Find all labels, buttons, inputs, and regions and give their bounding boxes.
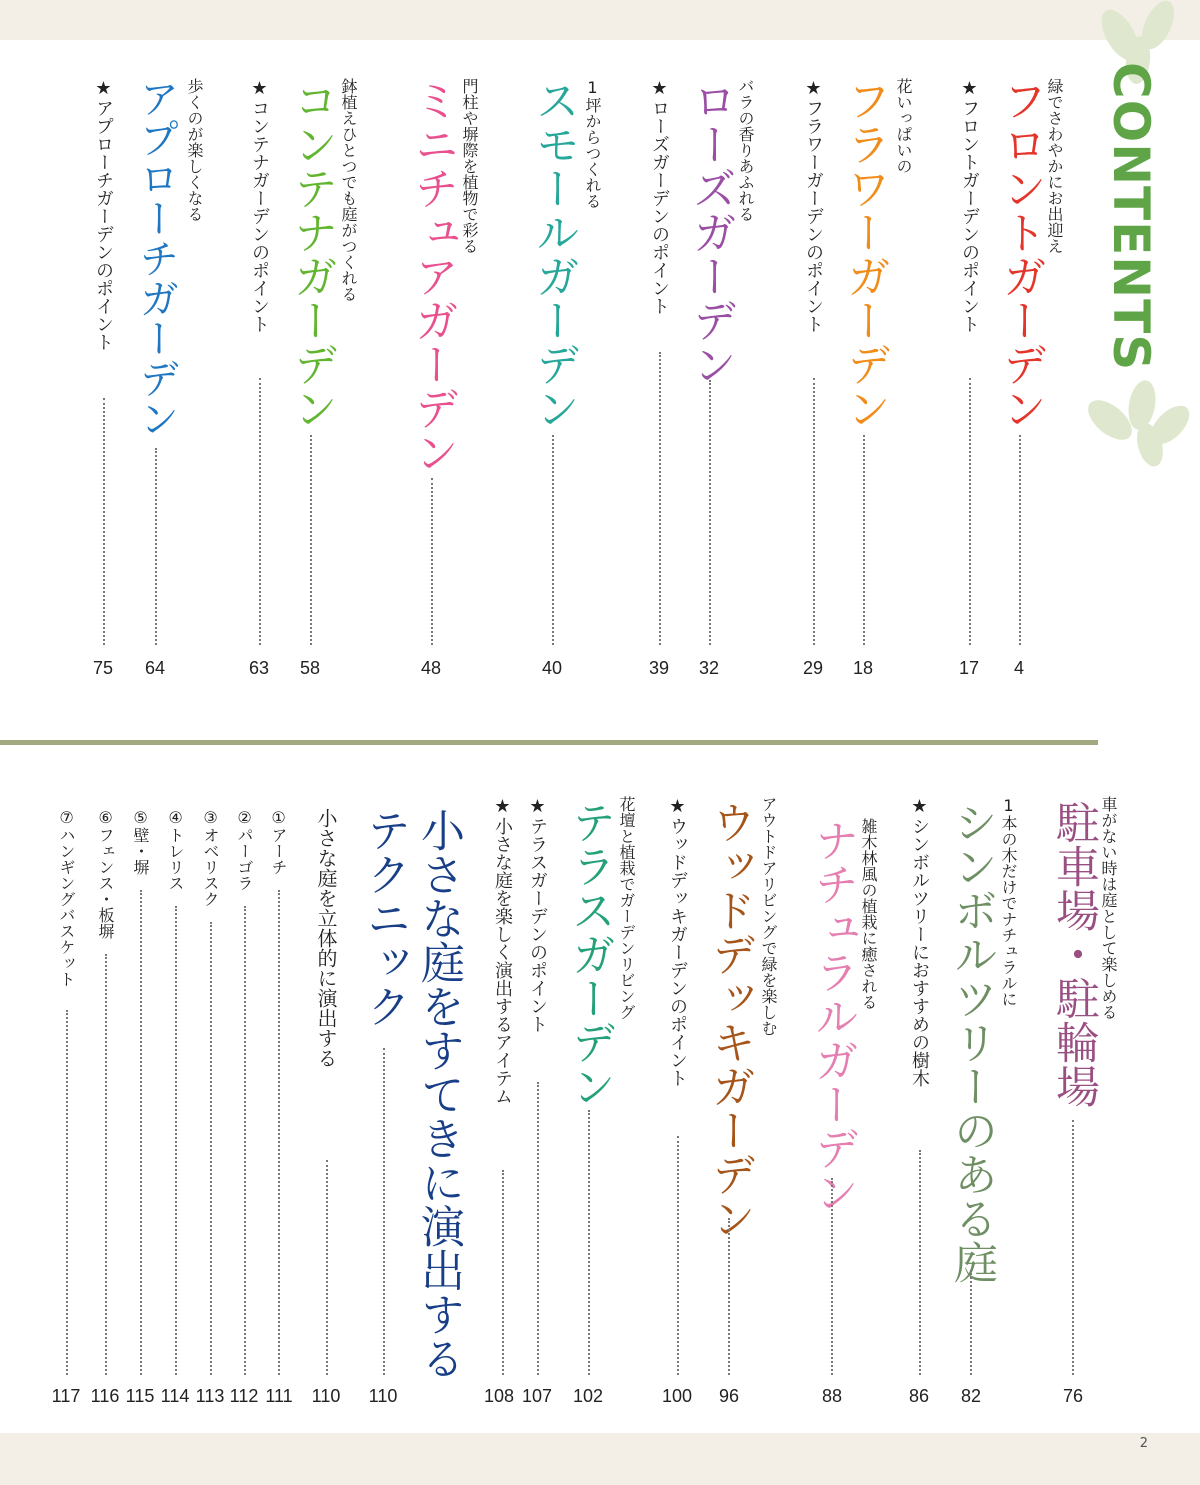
front-garden-point-page: 17 bbox=[958, 658, 980, 678]
rose-garden-point: ★ローズガーデンのポイント bbox=[649, 78, 670, 315]
container-garden-page: 58 bbox=[299, 658, 321, 678]
top-paper-band bbox=[0, 0, 1200, 40]
item-hanging-basket: ⑦ハンギングバスケット bbox=[57, 808, 76, 987]
item-obelisk-page: 113 bbox=[195, 1386, 225, 1406]
leader-dots bbox=[105, 954, 107, 1375]
leader-dots bbox=[310, 435, 312, 645]
leader-dots bbox=[677, 1136, 679, 1375]
flower-garden-title: フラワーガーデン bbox=[839, 78, 890, 430]
miniature-garden-page: 48 bbox=[420, 658, 442, 678]
bottom-paper-band bbox=[0, 1433, 1200, 1485]
leader-dots bbox=[728, 1218, 730, 1375]
small-garden-page: 40 bbox=[541, 658, 563, 678]
leader-dots bbox=[66, 1010, 68, 1375]
small-garden-subtitle: 1坪からつくれる bbox=[583, 78, 602, 209]
parking-title: 駐車場・駐輪場 bbox=[1048, 800, 1099, 1108]
wood-deck-point: ★ウッドデッキガーデンのポイント bbox=[667, 796, 688, 1087]
leader-dots bbox=[155, 448, 157, 645]
parking-subtitle: 車がない時は庭として楽しめる bbox=[1099, 796, 1118, 1020]
leader-dots bbox=[1072, 1120, 1074, 1375]
leader-dots bbox=[1019, 435, 1021, 645]
leader-dots bbox=[659, 352, 661, 645]
leader-dots bbox=[552, 435, 554, 645]
leader-dots bbox=[210, 922, 212, 1375]
terrace-garden-subtitle: 花壇と植栽でガーデンリビング bbox=[617, 796, 636, 1020]
leader-dots bbox=[244, 906, 246, 1375]
item-fence: ⑥フェンス・板塀 bbox=[96, 808, 115, 939]
wood-deck-page: 96 bbox=[718, 1386, 740, 1406]
approach-garden-point: ★アプローチガーデンのポイント bbox=[93, 78, 114, 351]
item-trellis-page: 114 bbox=[160, 1386, 190, 1406]
item-pergola-page: 112 bbox=[229, 1386, 259, 1406]
container-garden-title: コンテナガーデン bbox=[286, 78, 337, 430]
item-wall: ⑤壁・塀 bbox=[131, 808, 150, 875]
wood-deck-title: ウッドデッキガーデン bbox=[704, 800, 755, 1240]
item-arch-page: 111 bbox=[265, 1386, 293, 1406]
container-garden-subtitle: 鉢植えひとつでも庭がつくれる bbox=[339, 78, 358, 302]
item-trellis: ④トレリス bbox=[166, 808, 185, 891]
front-garden-subtitle: 緑でさわやかにお出迎え bbox=[1045, 78, 1064, 254]
small-garden-title: スモールガーデン bbox=[528, 78, 579, 430]
front-garden-page: 4 bbox=[1013, 658, 1024, 678]
technique-subsection: 小さな庭を立体的に演出する bbox=[314, 808, 338, 1068]
symbol-tree-subtitle: 1本の木だけでナチュラルに bbox=[999, 796, 1018, 1007]
miniature-garden-title: ミニチュアガーデン bbox=[407, 78, 458, 474]
rose-garden-page: 32 bbox=[698, 658, 720, 678]
contents-title: CONTENTS bbox=[1102, 62, 1160, 372]
technique-page: 110 bbox=[368, 1386, 398, 1406]
leader-dots bbox=[709, 380, 711, 645]
front-garden-title: フロントガーデン bbox=[995, 78, 1046, 430]
terrace-garden-title: テラスガーデン bbox=[564, 800, 615, 1108]
section-divider bbox=[0, 740, 1098, 745]
item-fence-page: 116 bbox=[90, 1386, 120, 1406]
leader-dots bbox=[259, 378, 261, 645]
wood-deck-point-page: 100 bbox=[661, 1386, 693, 1406]
item-hanging-basket-page: 117 bbox=[51, 1386, 81, 1406]
technique-subsection-page: 110 bbox=[311, 1386, 341, 1406]
approach-garden-point-page: 75 bbox=[92, 658, 114, 678]
front-garden-point: ★フロントガーデンのポイント bbox=[959, 78, 980, 333]
leader-dots bbox=[970, 1270, 972, 1375]
item-pergola: ②パーゴラ bbox=[235, 808, 254, 891]
miniature-garden-subtitle: 門柱や塀際を植物で彩る bbox=[460, 78, 479, 254]
symbol-tree-point-page: 86 bbox=[908, 1386, 930, 1406]
leader-dots bbox=[588, 1110, 590, 1375]
technique-title-2: テクニック bbox=[359, 808, 410, 1028]
approach-garden-title: アプローチガーデン bbox=[133, 78, 179, 438]
item-arch: ①アーチ bbox=[269, 808, 288, 875]
leader-dots bbox=[813, 378, 815, 645]
leader-dots bbox=[103, 398, 105, 645]
items-point: ★小さな庭を楽しく演出するアイテム bbox=[492, 796, 513, 1105]
symbol-tree-title: シンボルツリーのある庭 bbox=[946, 800, 997, 1284]
leader-dots bbox=[919, 1150, 921, 1375]
flower-garden-point: ★フラワーガーデンのポイント bbox=[803, 78, 824, 333]
item-wall-page: 115 bbox=[125, 1386, 155, 1406]
rose-garden-subtitle: バラの香りあふれる bbox=[736, 78, 755, 222]
terrace-garden-page: 102 bbox=[572, 1386, 604, 1406]
leader-dots bbox=[140, 890, 142, 1375]
container-garden-point-page: 63 bbox=[248, 658, 270, 678]
flower-garden-page: 18 bbox=[852, 658, 874, 678]
natural-garden-title: ナチュラルガーデン bbox=[807, 818, 858, 1214]
leader-dots bbox=[175, 906, 177, 1375]
page-number: 2 bbox=[1139, 1436, 1148, 1451]
leader-dots bbox=[278, 890, 280, 1375]
rose-garden-title: ローズガーデン bbox=[685, 78, 736, 386]
container-garden-point: ★コンテナガーデンのポイント bbox=[249, 78, 270, 333]
natural-garden-page: 88 bbox=[821, 1386, 843, 1406]
items-point-page: 108 bbox=[483, 1386, 515, 1406]
symbol-tree-page: 82 bbox=[960, 1386, 982, 1406]
leader-dots bbox=[326, 1160, 328, 1375]
leader-dots bbox=[863, 435, 865, 645]
approach-garden-page: 64 bbox=[144, 658, 166, 678]
parking-page: 76 bbox=[1062, 1386, 1084, 1406]
natural-garden-subtitle: 雑木林風の植栽に癒される bbox=[859, 818, 878, 1010]
item-obelisk: ③オベリスク bbox=[201, 808, 220, 907]
terrace-garden-point-page: 107 bbox=[521, 1386, 553, 1406]
leader-dots bbox=[383, 1048, 385, 1375]
terrace-garden-point: ★テラスガーデンのポイント bbox=[527, 796, 548, 1033]
technique-title: 小さな庭をすてきに演出する bbox=[413, 808, 464, 1380]
flower-garden-subtitle: 花いっぱいの bbox=[894, 78, 913, 174]
approach-garden-subtitle: 歩くのが楽しくなる bbox=[185, 78, 204, 222]
wood-deck-subtitle: アウトドアリビングで緑を楽しむ bbox=[759, 796, 778, 1036]
leader-dots bbox=[969, 378, 971, 645]
leader-dots bbox=[431, 478, 433, 645]
leader-dots bbox=[831, 1178, 833, 1375]
flower-garden-point-page: 29 bbox=[802, 658, 824, 678]
leader-dots bbox=[502, 1170, 504, 1375]
symbol-tree-point: ★シンボルツリーにおすすめの樹木 bbox=[909, 796, 930, 1087]
leader-dots bbox=[537, 1082, 539, 1375]
rose-garden-point-page: 39 bbox=[648, 658, 670, 678]
